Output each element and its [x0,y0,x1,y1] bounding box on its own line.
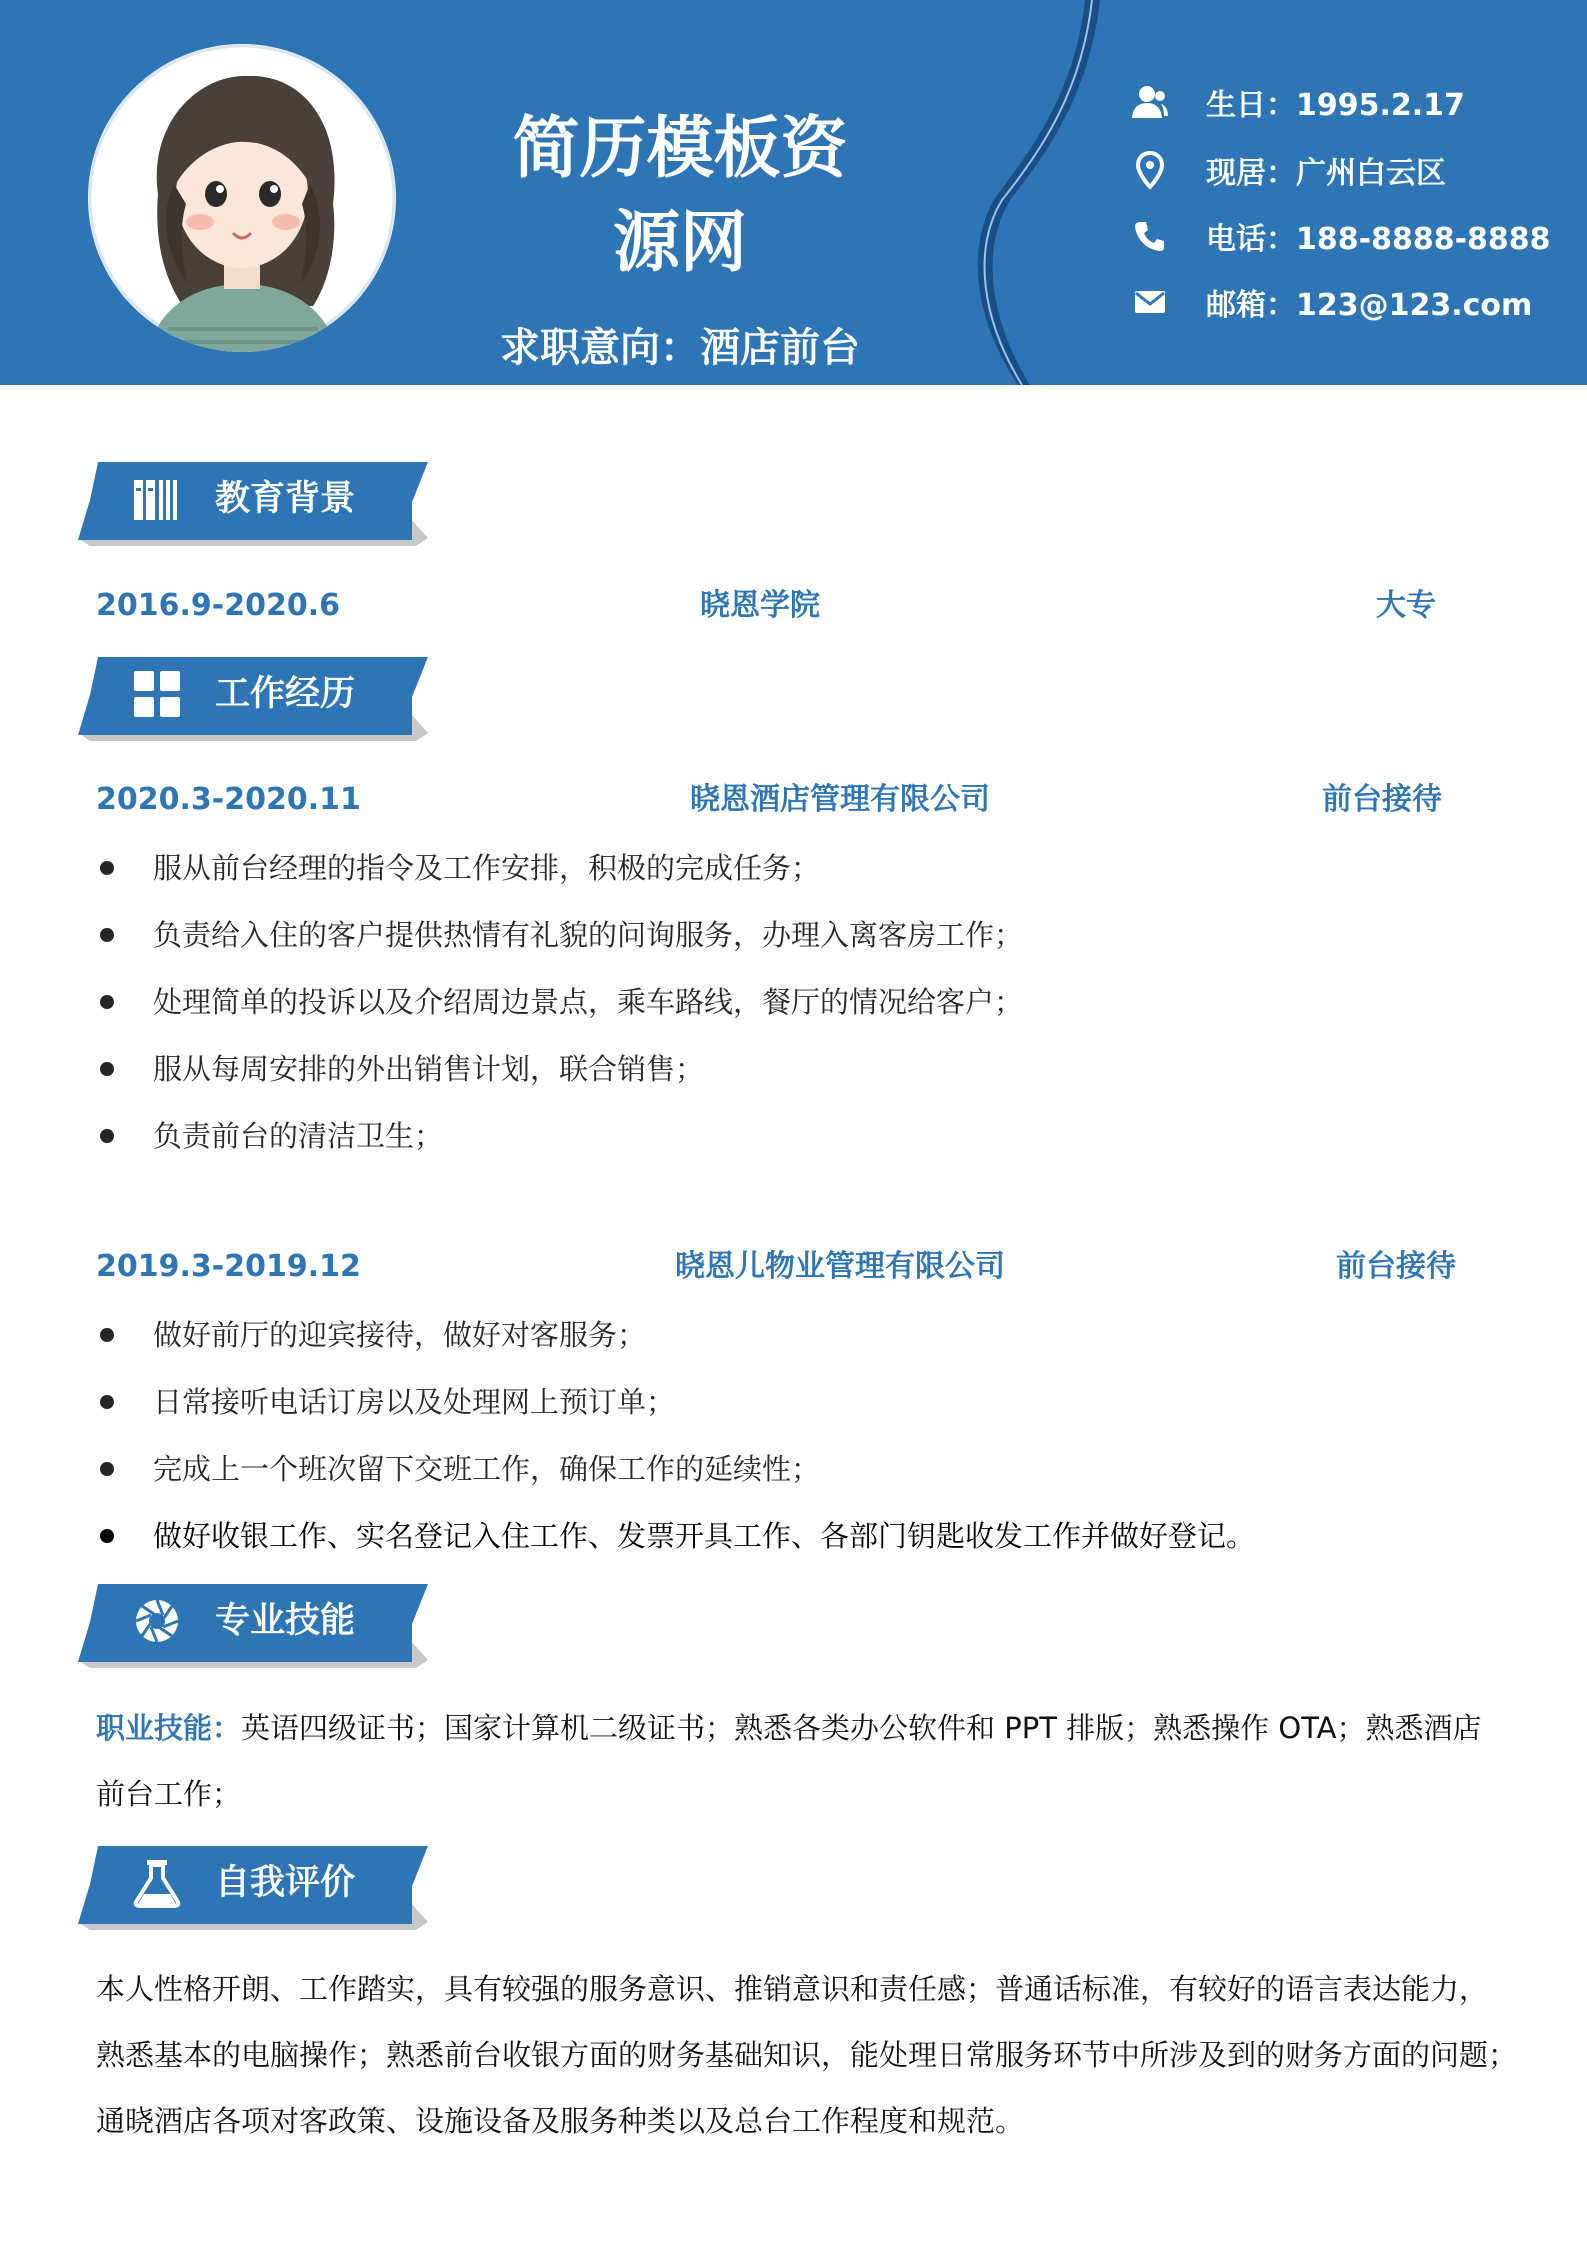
name-line-1: 简历模板资 [512,109,848,187]
list-item [95,977,1023,1044]
job-2-role: 前台接待 [1336,1249,1456,1284]
skills-line-1: 英语四级证书；国家计算机二级证书；熟悉各类办公软件和 PPT 排版；熟悉操作 OTA；熟悉酒店 [241,1711,1482,1745]
job-2-period: 2019.3-2019.12 [96,1249,361,1284]
job-1-company: 晓恩酒店管理有限公司 [690,782,990,817]
bullet-dot [100,1529,114,1543]
section-header-skills [76,1582,432,1670]
info-email [1130,272,1532,332]
list-item [95,1444,1255,1511]
list-item [95,910,1023,977]
job-1-role: 前台接待 [1322,782,1442,817]
section-header-education [76,460,432,548]
info-birthday [1130,72,1465,132]
duty-text: 做好前厅的迎宾接待，做好对客服务； [153,1318,647,1352]
job-2-duties [95,1310,1255,1578]
section-title-education: 教育背景 [215,479,356,519]
job-intention: 求职意向：酒店前台 [500,325,860,371]
user-icon [1130,82,1170,122]
skills-line-2: 前台工作； [96,1777,242,1811]
avatar [88,44,396,352]
evaluation-paragraph [96,1956,1518,2154]
list-item [95,1310,1255,1377]
job-1-duties [95,843,1023,1178]
section-title-work: 工作经历 [215,674,356,714]
bullet-dot [100,861,114,875]
job-2-company: 晓恩儿物业管理有限公司 [675,1249,1005,1284]
bullet-dot [100,928,114,942]
job-1-period: 2020.3-2020.11 [96,782,361,817]
info-residence-text: 现居：广州白云区 [1206,156,1446,191]
grid-icon [132,669,182,719]
bullet-dot [100,1462,114,1476]
list-item [95,1111,1023,1178]
evaluation-line-2: 熟悉基本的电脑操作；熟悉前台收银方面的财务基础知识，能处理日常服务环节中所涉及到的财务方面的问题； [96,2038,1518,2072]
duty-text: 做好收银工作、实名登记入住工作、发票开具工作、各部门钥匙收发工作并做好登记。 [153,1519,1256,1553]
education-degree: 大专 [1376,588,1436,623]
duty-text: 日常接听电话订房以及处理网上预订单； [153,1385,676,1419]
section-title-skills: 专业技能 [215,1601,356,1641]
duty-text: 负责给入住的客户提供热情有礼貌的问询服务，办理入离客房工作； [153,918,1024,952]
list-item [95,1511,1255,1578]
duty-text: 负责前台的清洁卫生； [153,1119,444,1153]
bullet-dot [100,1062,114,1076]
info-phone [1130,206,1551,266]
duty-text: 完成上一个班次留下交班工作，确保工作的延续性； [153,1452,821,1486]
mail-icon [1130,282,1170,322]
flask-icon [132,1858,182,1908]
list-item [95,1377,1255,1444]
location-pin-icon [1130,150,1170,190]
avatar-illustration [88,44,396,352]
info-birthday-text: 生日：1995.2.17 [1206,88,1465,123]
books-icon [132,474,182,524]
phone-icon [1130,216,1170,256]
resume-header [0,0,1587,385]
bullet-dot [100,1328,114,1342]
info-residence [1130,140,1446,200]
section-title-evaluation: 自我评价 [215,1863,356,1903]
info-email-text: 邮箱：123@123.com [1206,288,1533,323]
duty-text: 服从前台经理的指令及工作安排，积极的完成任务； [153,851,821,885]
aperture-icon [132,1596,182,1646]
bullet-dot [100,1395,114,1409]
education-period: 2016.9-2020.6 [96,588,340,623]
skills-paragraph [96,1695,1496,1827]
evaluation-line-3: 通晓酒店各项对客政策、设施设备及服务种类以及总台工作程度和规范。 [96,2104,1025,2138]
duty-text: 处理简单的投诉以及介绍周边景点，乘车路线，餐厅的情况给客户； [153,985,1024,1019]
info-phone-text: 电话：188-8888-8888 [1206,222,1551,257]
list-item [95,843,1023,910]
section-header-work [76,655,432,743]
section-header-evaluation [76,1844,432,1932]
name-line-2: 源网 [613,203,747,281]
skills-label: 职业技能： [96,1711,242,1745]
bullet-dot [100,1129,114,1143]
duty-text: 服从每周安排的外出销售计划，联合销售； [153,1052,705,1086]
list-item [95,1044,1023,1111]
education-school: 晓恩学院 [700,588,820,623]
evaluation-line-1: 本人性格开朗、工作踏实，具有较强的服务意识、推销意识和责任感；普通话标准，有较好的语言表达能力， [96,1972,1489,2006]
bullet-dot [100,995,114,1009]
